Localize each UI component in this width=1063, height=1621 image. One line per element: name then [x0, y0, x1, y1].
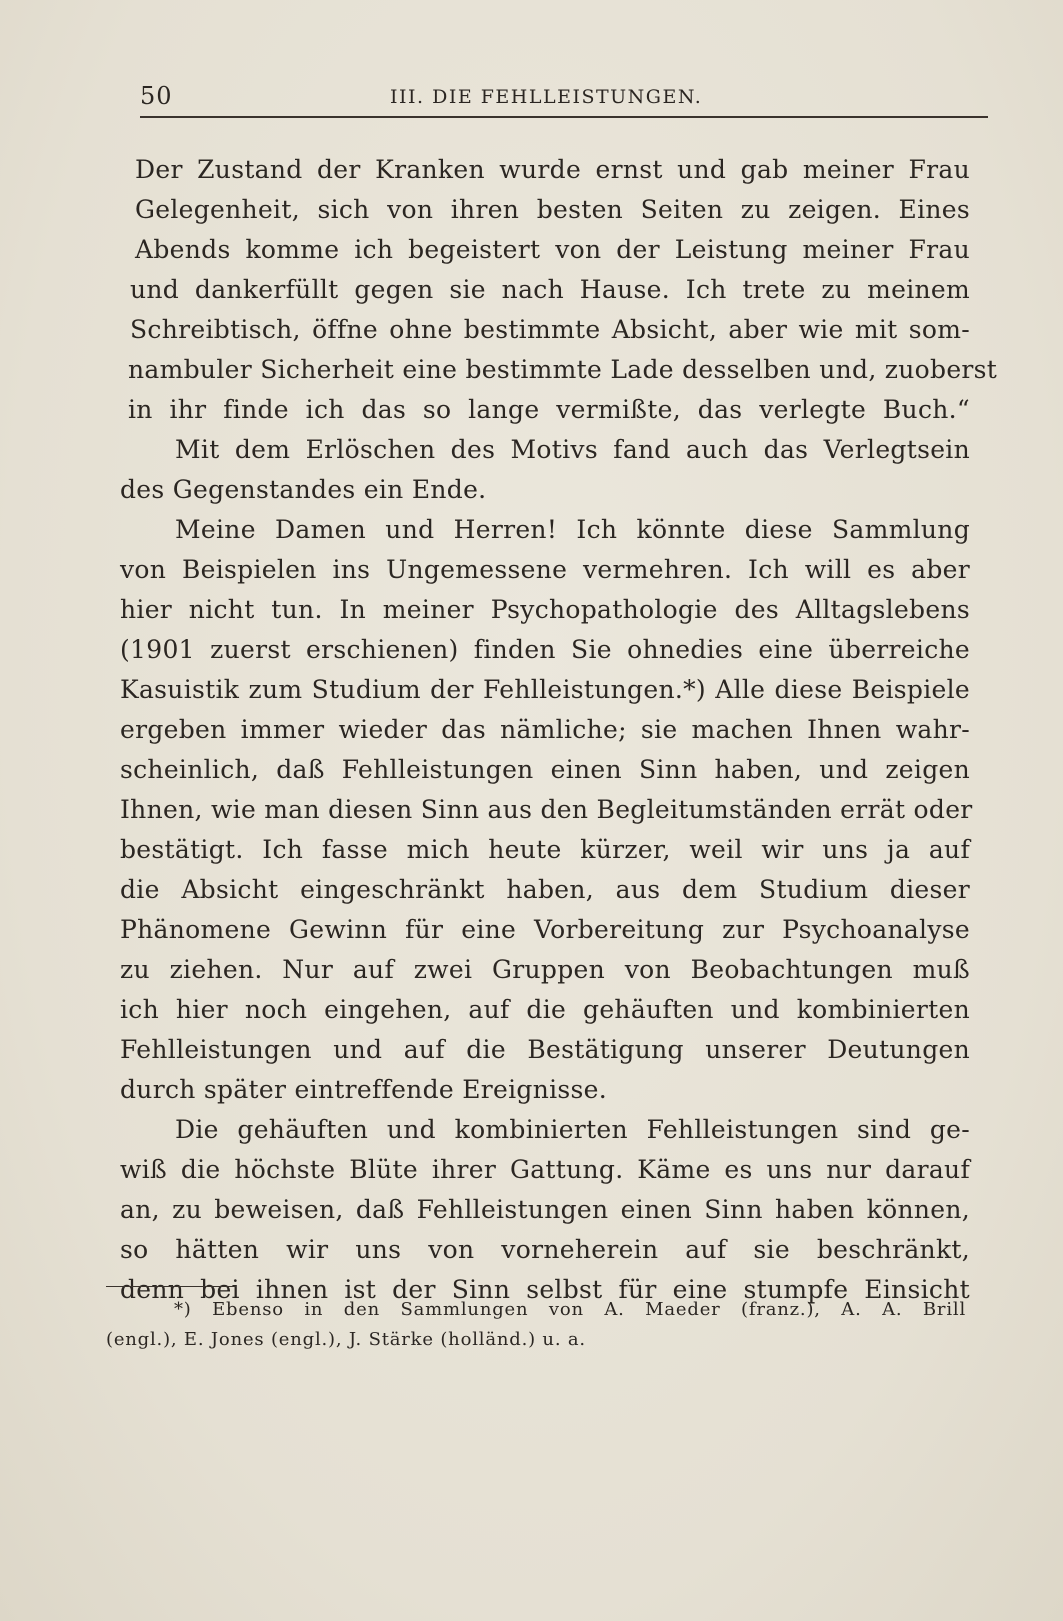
text-line: an, zu beweisen, daß Fehlleistungen einen Sinn haben können, [120, 1195, 970, 1224]
body-text [120, 150, 998, 1310]
text-line: Abends komme ich begeistert von der Leistung meiner Frau [135, 235, 970, 264]
footnote [106, 1295, 966, 1355]
text-line: Mit dem Erlöschen des Motivs fand auch das Verlegtsein [175, 435, 970, 464]
page-header [140, 82, 988, 118]
text-line: Fehlleistungen und auf die Bestätigung unserer Deutungen [120, 1035, 970, 1064]
footnote-rule [106, 1286, 236, 1287]
text-line: Der Zustand der Kranken wurde ernst und gab meiner Frau [135, 155, 970, 184]
text-line: des Gegenstandes ein Ende. [120, 475, 487, 504]
text-line: Schreibtisch, öffne ohne bestimmte Absicht, aber wie mit som- [130, 315, 970, 344]
text-line: scheinlich, daß Fehlleistungen einen Sinn haben, und zeigen [120, 755, 970, 784]
text-line: hier nicht tun. In meiner Psychopathologie des Alltagslebens [120, 595, 970, 624]
text-line: wiß die höchste Blüte ihrer Gattung. Käme es uns nur darauf [120, 1155, 970, 1184]
text-line: Die gehäuften und kombinierten Fehlleistungen sind ge- [175, 1115, 970, 1144]
text-line: ergeben immer wieder das nämliche; sie machen Ihnen wahr- [120, 715, 970, 744]
text-line: denn bei ihnen ist der Sinn selbst für eine stumpfe Einsicht [120, 1275, 970, 1304]
text-line: zu ziehen. Nur auf zwei Gruppen von Beobachtungen muß [120, 955, 970, 984]
text-line: von Beispielen ins Ungemessene vermehren. Ich will es aber [120, 555, 970, 584]
text-line: Gelegenheit, sich von ihren besten Seiten zu zeigen. Eines [135, 195, 970, 224]
text-line: bestätigt. Ich fasse mich heute kürzer, weil wir uns ja auf [120, 835, 970, 864]
running-head: III. DIE FEHLLEISTUNGEN. [390, 86, 703, 108]
text-line: und dankerfüllt gegen sie nach Hause. Ich trete zu meinem [130, 275, 970, 304]
text-line: (1901 zuerst erschienen) finden Sie ohnedies eine überreiche [120, 635, 970, 664]
text-line: Kasuistik zum Studium der Fehlleistungen.*) Alle diese Beispiele [120, 675, 970, 704]
text-line: Ihnen, wie man diesen Sinn aus den Begleitumständen errät oder [120, 795, 973, 824]
text-line: so hätten wir uns von vorneherein auf sie beschränkt, [120, 1235, 970, 1264]
text-line: Meine Damen und Herren! Ich könnte diese Sammlung [175, 515, 970, 544]
text-line: nambuler Sicherheit eine bestimmte Lade desselben und, zuoberst [128, 355, 998, 384]
text-line: die Absicht eingeschränkt haben, aus dem Studium dieser [120, 875, 970, 904]
text-line: ich hier noch eingehen, auf die gehäuften und kombinierten [120, 995, 970, 1024]
footnote-line: *) Ebenso in den Sammlungen von A. Maeder (franz.), A. A. Brill [174, 1299, 966, 1320]
footnote-line: (engl.), E. Jones (engl.), J. Stärke (holländ.) u. a. [106, 1329, 586, 1350]
text-line: durch später eintreffende Ereignisse. [120, 1075, 608, 1104]
page-number: 50 [140, 82, 173, 110]
text-line: in ihr finde ich das so lange vermißte, das verlegte Buch.“ [128, 395, 970, 424]
text-line: Phänomene Gewinn für eine Vorbereitung zur Psychoanalyse [120, 915, 970, 944]
